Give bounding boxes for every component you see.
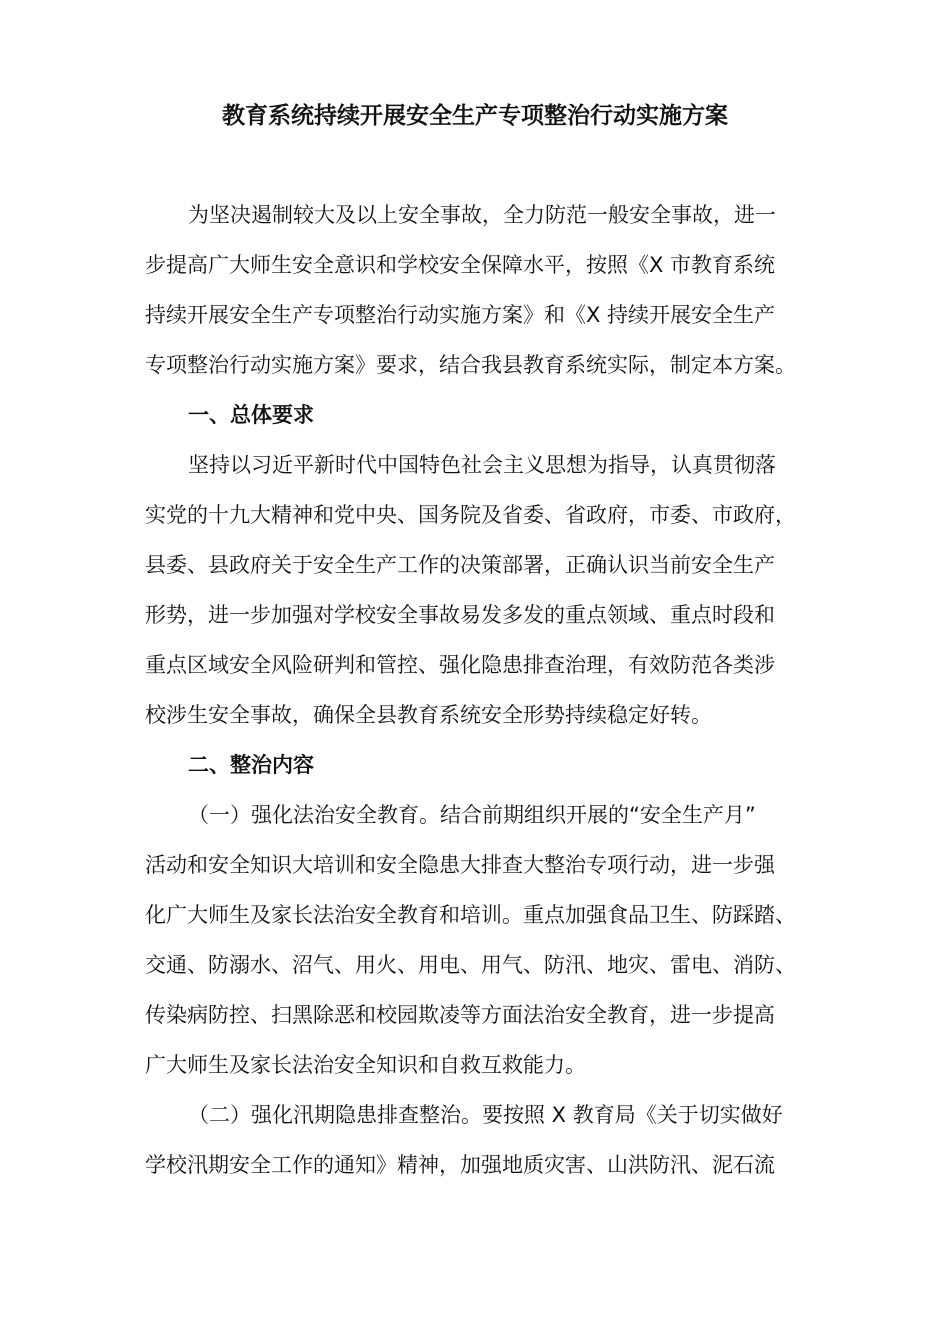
- paragraph-line: （一）强化法治安全教育。结合前期组织开展的“安全生产月”: [188, 803, 756, 827]
- paragraph-line: 重点区域安全风险研判和管控、强化隐患排查治理，有效防范各类涉: [145, 653, 775, 677]
- paragraph-line: 学校汛期安全工作的通知》精神，加强地质灾害、山洪防汛、泥石流: [145, 1153, 775, 1177]
- paragraph-line: 专项整治行动实施方案》要求，结合我县教育系统实际，制定本方案。: [145, 353, 796, 377]
- paragraph-line: 步提高广大师生安全意识和学校安全保障水平，按照《X 市教育系统: [145, 253, 776, 277]
- paragraph-line: 广大师生及家长法治安全知识和自救互救能力。: [145, 1053, 586, 1077]
- paragraph-line: 活动和安全知识大培训和安全隐患大排查大整治专项行动，进一步强: [145, 853, 775, 877]
- document-body: [145, 190, 815, 1190]
- paragraph-line: 坚持以习近平新时代中国特色社会主义思想为指导，认真贯彻落: [188, 453, 776, 477]
- paragraph-line: 县委、县政府关于安全生产工作的决策部署，正确认识当前安全生产: [145, 553, 775, 577]
- section-heading-overall-requirements: 一、总体要求: [188, 403, 314, 427]
- paragraph-line: 实党的十九大精神和党中央、国务院及省委、省政府，市委、市政府，: [145, 503, 796, 527]
- section-heading-rectification-content: 二、整治内容: [188, 753, 314, 777]
- paragraph-line: 交通、防溺水、沼气、用火、用电、用气、防汛、地灾、雷电、消防、: [145, 953, 796, 977]
- paragraph-line: （二）强化汛期隐患排查整治。要按照 X 教育局《关于切实做好: [188, 1103, 783, 1127]
- document-title: 教育系统持续开展安全生产专项整治行动实施方案: [222, 103, 728, 129]
- paragraph-line: 为坚决遏制较大及以上安全事故，全力防范一般安全事故，进一: [188, 203, 776, 227]
- paragraph-line: 传染病防控、扫黑除恶和校园欺凌等方面法治安全教育，进一步提高: [145, 1003, 775, 1027]
- paragraph-line: 校涉生安全事故，确保全县教育系统安全形势持续稳定好转。: [145, 703, 712, 727]
- paragraph-line: 形势，进一步加强对学校安全事故易发多发的重点领域、重点时段和: [145, 603, 775, 627]
- paragraph-line: 持续开展安全生产专项整治行动实施方案》和《X 持续开展安全生产: [145, 303, 776, 327]
- paragraph-line: 化广大师生及家长法治安全教育和培训。重点加强食品卫生、防踩踏、: [145, 903, 796, 927]
